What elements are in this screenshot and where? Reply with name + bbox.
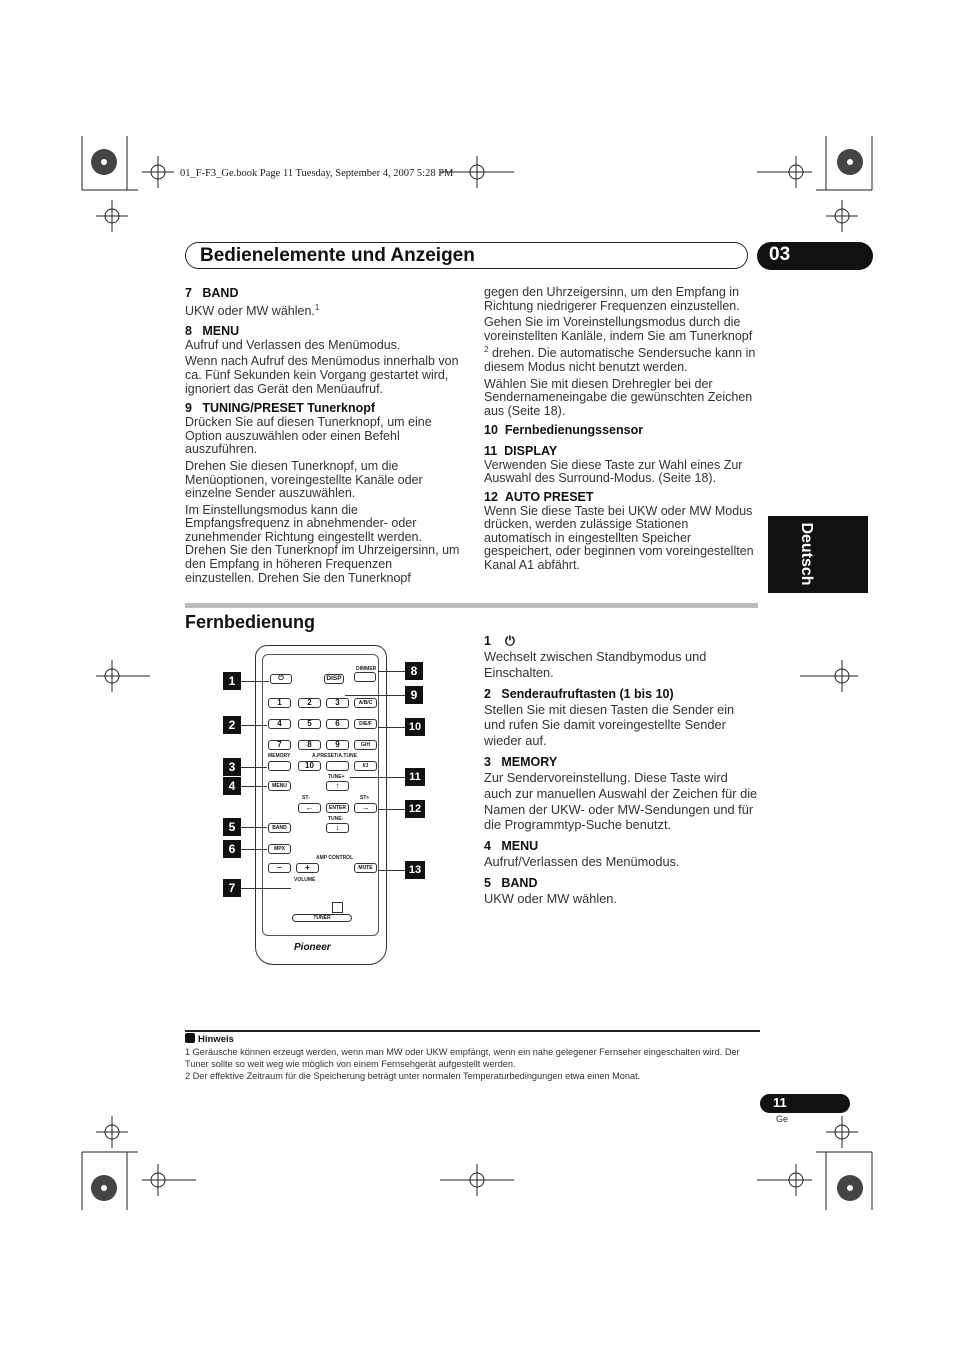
item-text: Drücken Sie auf diesen Tunerknopf, um eine Option auszuwählen oder einen Befehl auszuführen. — [185, 415, 432, 457]
st-plus-button — [354, 803, 377, 813]
key-def: D/E/F — [354, 719, 377, 729]
dimmer-label: DIMMER — [356, 666, 377, 672]
power-icon: ⏻ — [278, 675, 284, 682]
key-5: 5 — [298, 719, 321, 729]
arrow-left-icon: ← — [305, 803, 314, 812]
hint-title-row — [185, 1033, 765, 1046]
key-7: 7 — [268, 740, 291, 750]
callout-10: 10 — [405, 718, 425, 736]
key-abc: A/B/C — [354, 698, 377, 708]
item-heading: 3 MEMORY — [484, 754, 558, 769]
menu-button: MENU — [268, 781, 291, 791]
power-icon: ⏻ — [504, 634, 515, 648]
chapter-number: 03 — [769, 244, 791, 265]
band-button: BAND — [268, 823, 291, 833]
tune-plus-label: TUNE+ — [328, 774, 345, 780]
footnote-1: 1 Geräusche können erzeugt werden, wenn man MW oder UKW empfängt, wenn ein nahe gelegener Fernseher eingeschalten wird. Der Tuner sollte so weit weg wie möglich von einem Fernsehgerät aufgestellt werden. — [185, 1047, 740, 1069]
arrow-right-icon: → — [361, 803, 370, 812]
callout-13: 13 — [405, 861, 425, 879]
hint-title: Hinweis — [198, 1034, 234, 1045]
item-text — [484, 316, 759, 375]
item-text-span: drehen. Die automatische Sendersuche kann in diesem Modus nicht benutzt werden. — [484, 346, 756, 375]
callout-5: 5 — [223, 818, 241, 836]
remote-description-column — [484, 634, 759, 910]
tuner-icon — [332, 902, 343, 913]
key-ij: I/J — [354, 761, 377, 771]
language-tab — [768, 516, 868, 593]
callout-9: 9 — [405, 686, 423, 704]
leader-line — [350, 777, 405, 778]
mute-button: MUTE — [354, 863, 377, 873]
tuner-button: TUNER — [292, 914, 352, 922]
item-heading: 5 BAND — [484, 875, 538, 890]
page-language-code: Ge — [776, 1114, 789, 1124]
page-number-badge — [760, 1094, 850, 1113]
item-text-span: Gehen Sie im Voreinstellungsmodus durch die voreinstellten Kanläle, indem Sie am Tunerknopf — [484, 315, 753, 343]
item-heading: 8 MENU — [185, 323, 240, 338]
callout-3: 3 — [223, 758, 241, 776]
chapter-title: Bedienelemente und Anzeigen — [200, 245, 475, 266]
footnote-ref: 1 — [314, 303, 320, 312]
leader-line — [378, 671, 405, 672]
chapter-number-badge — [757, 242, 873, 270]
page-number: 11 — [773, 1095, 787, 1110]
callout-7: 7 — [223, 879, 241, 897]
dimmer-button — [354, 672, 376, 682]
callout-6: 6 — [223, 840, 241, 858]
item-text: Aufruf/Verlassen des Menümodus. — [484, 854, 680, 870]
key-1: 1 — [268, 698, 291, 708]
tune-up-button — [326, 781, 349, 791]
item-text: Im Einstellungsmodus kann die Empfangsfrequenz in abnehmender- oder zunehmender Richtung eingestellt werden. Drehen Sie den Tunerknopf im Uhrzeigersinn, um den Empfang in höheren Frequenzen einzustellen. Drehen Sie den Tunerknopf — [185, 502, 460, 585]
item-heading: 12 AUTO PRESET — [484, 489, 594, 504]
item-text: Verwenden Sie diese Taste zur Wahl eines Zur Auswahl des Surround-Modus. (Seite 18). — [484, 457, 743, 486]
key-3: 3 — [326, 698, 349, 708]
key-8: 8 — [298, 740, 321, 750]
leader-line — [378, 727, 405, 728]
disp-button: DISP — [324, 674, 344, 684]
footnote-ref: 2 — [484, 345, 489, 355]
amp-control-label: AMP CONTROL — [316, 855, 354, 861]
st-plus-label: ST+ — [360, 795, 370, 801]
leader-line — [241, 827, 267, 828]
key-4: 4 — [268, 719, 291, 729]
item-heading: 4 MENU — [484, 839, 539, 854]
arrow-up-icon: ↑ — [335, 781, 340, 790]
key-6: 6 — [326, 719, 349, 729]
hint-divider — [185, 1030, 760, 1032]
enter-button: ENTER — [326, 803, 349, 813]
standby-button — [270, 674, 292, 684]
item-text-span: UKW oder MW wählen. — [185, 304, 315, 319]
tune-down-button — [326, 823, 349, 833]
chapter-header — [185, 242, 748, 269]
brand-logo: Pioneer — [294, 942, 331, 953]
leader-line — [378, 809, 405, 810]
leader-line — [378, 870, 405, 871]
item-text: Aufruf und Verlassen des Menümodus. — [185, 337, 401, 352]
book-info-line: 01_F-F3_Ge.book Page 11 Tuesday, September 4, 2007 5:28 PM — [180, 168, 454, 179]
item-text: gegen den Uhrzeigersinn, um den Empfang in Richtung niedrigerer Frequenzen einzustellen. — [484, 285, 740, 313]
item-text: Stellen Sie mit diesen Tasten die Sender ein und rufen Sie damit voreingestellte Sender wieder auf. — [484, 701, 735, 749]
leader-line — [241, 767, 267, 768]
leader-line — [345, 695, 405, 696]
key-9: 9 — [326, 740, 349, 750]
hint-box — [185, 1033, 765, 1082]
item-text — [185, 301, 465, 319]
item-text: Zur Sendervoreinstellung. Diese Taste wird auch zur manuellen Auswahl der Zeichen für die Namen der UKW- oder MW-Sendungen und für die Programmtyp-Suche benutzt. — [484, 769, 758, 833]
leader-line — [241, 786, 267, 787]
leader-line — [241, 681, 269, 682]
leader-line — [241, 849, 267, 850]
language-tab-label: Deutsch — [798, 522, 815, 586]
callout-11: 11 — [405, 768, 425, 786]
section-divider — [185, 603, 758, 608]
apreset-button — [326, 761, 349, 771]
right-column — [484, 286, 759, 576]
item-heading: 10 Fernbedienungssensor — [484, 422, 644, 437]
callout-1: 1 — [223, 672, 241, 690]
arrow-down-icon: ↓ — [335, 823, 340, 832]
section-title: Fernbedienung — [185, 612, 315, 632]
item-text: Drehen Sie diesen Tunerknopf, um die Menüoptionen, voreingestellte Kanäle oder einzelne Sender auszuwählen. — [185, 458, 423, 501]
item-heading: 9 TUNING/PRESET Tunerknopf — [185, 401, 376, 416]
remote-control-illustration — [255, 645, 387, 965]
item-heading: 7 BAND — [185, 286, 239, 300]
key-10: 10 — [298, 761, 321, 771]
st-minus-button — [298, 803, 321, 813]
volume-down-button: – — [268, 863, 291, 873]
mpx-button: MPX — [268, 844, 291, 854]
item-text: Wenn Sie diese Taste bei UKW oder MW Modus drücken, werden zulässige Stationen automatisch in eingestellten Speicher gespeichert, oder beginnen vom voreingestellten Kanal A1 abfährt. — [484, 503, 754, 573]
item-heading: 11 DISPLAY — [484, 443, 558, 458]
item-heading-number: 1 — [484, 634, 491, 648]
volume-up-button: + — [296, 863, 319, 873]
leader-line — [241, 725, 267, 726]
footnote-2: 2 Der effektive Zeitraum für die Speicherung beträgt unter normalen Temperaturbedingungen etwa einen Monat. — [185, 1071, 641, 1081]
item-text: Wechselt zwischen Standbymodus und Einschalten. — [484, 649, 707, 680]
st-minus-label: ST- — [302, 795, 310, 801]
callout-8: 8 — [405, 662, 423, 680]
item-text: Wählen Sie mit diesen Drehregler bei der Sendernameneingabe die gewünschten Zeichen aus (Seite 18). — [484, 376, 753, 418]
callout-4: 4 — [223, 777, 241, 795]
item-heading — [484, 634, 759, 649]
left-column — [185, 286, 465, 588]
memory-label: MEMORY — [268, 753, 291, 759]
callout-12: 12 — [405, 800, 425, 818]
item-text: UKW oder MW wählen. — [484, 890, 617, 906]
memory-button — [268, 761, 291, 771]
tune-minus-label: TUNE- — [328, 816, 344, 822]
leader-line — [241, 888, 291, 889]
key-gh: G/H — [354, 740, 377, 750]
item-text: Wenn nach Aufruf des Menümodus innerhalb von ca. Fünf Sekunden kein Vorgang gestartet wird, ignoriert das Gerät den Menüaufruf. — [185, 354, 459, 396]
volume-label: VOLUME — [294, 877, 316, 883]
item-heading: 2 Senderaufruftasten (1 bis 10) — [484, 686, 674, 701]
callout-2: 2 — [223, 716, 241, 734]
apreset-label: A.PRESET/A.TUNE — [312, 753, 358, 759]
note-icon — [185, 1033, 195, 1043]
key-2: 2 — [298, 698, 321, 708]
